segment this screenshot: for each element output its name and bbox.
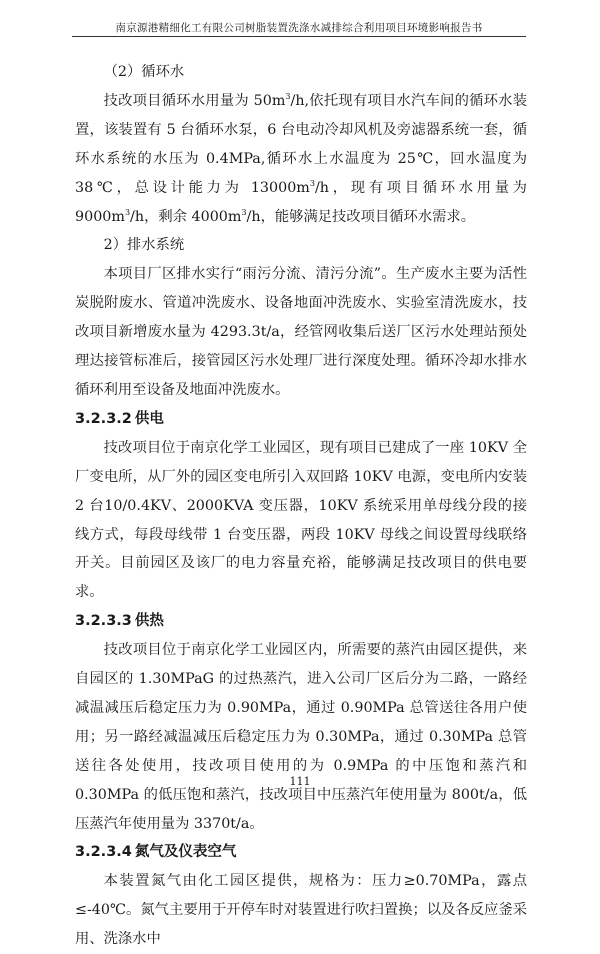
section-heading-heat (75, 607, 527, 636)
section-number: 3.2.3.2 (75, 410, 132, 427)
section-number: 3.2.3.4 (75, 844, 132, 861)
section-title: 供电 (134, 410, 164, 427)
drainage-paragraph: 本项目厂区排水实行“雨污分流、清污分流”。生产废水主要为活性炭脱附废水、管道冲洗废水、设备地面冲洗废水、实验室清洗废水，技改项目新增废水量为 4293.3t/a，经管网收集后送厂区污水处理站预处理达接管标准后，接管园区污水处理厂进行深度处理。循环冷却水排水循环利用至设备及地面冲洗废水。 (75, 266, 527, 398)
section-title: 氮气及仪表空气 (134, 844, 237, 861)
nitrogen-paragraph: 本装置氮气由化工园区提供，规格为：压力≥0.70MPa，露点≤-40℃。氮气主要用于开停车时对装置进行吹扫置换；以及各反应釜采用、洗涤水中 (75, 873, 527, 948)
page-body (75, 58, 527, 954)
section-number: 3.2.3.3 (75, 613, 132, 630)
circulating-water-heading: （2）循环水 (103, 64, 185, 80)
section-heading-nitrogen (75, 838, 527, 867)
page-number: 111 (289, 775, 311, 788)
power-paragraph: 技改项目位于南京化学工业园区，现有项目已建成了一座 10KV 全厂变电所，从厂外的园区变电所引入双回路 10KV 电源，变电所内安装 2 台10/0.4KV、2000KVA 变压器，10KV 系统采用单母线分段的接线方式，每段母线带 1 台变压器，两段 10KV 母线之间设置母线联络开关。目前园区及该厂的电力容量充裕，能够满足技改项目的供电要求。 (75, 439, 527, 601)
heat-paragraph: 技改项目位于南京化学工业园区内，所需要的蒸汽由园区提供，来自园区的 1.30MPaG 的过热蒸汽，进入公司厂区后分为二路，一路经减温减压后稳定压力为 0.90MPa，通过 0.90MPa 总管送往各用户使用；另一路经减温减压后稳定压力为 0.30MPa，通过 0.30MPa 总管送往各处使用，技改项目使用的为 0.9MPa 的中压饱和蒸汽和 0.30MPa 的低压饱和蒸汽，技改项目中压蒸汽年使用量为 800t/a，低压蒸汽年使用量为 3370t/a。 (75, 642, 527, 832)
section-heading-power (75, 405, 527, 434)
header-rule (72, 36, 526, 37)
running-header: 南京源港精细化工有限公司树脂装置洗涤水减排综合利用项目环境影响报告书 (115, 22, 483, 34)
drainage-heading: 2）排水系统 (103, 237, 185, 254)
circulating-water-paragraph: 技改项目循环水用量为 $50m^3/h$,依托现有项目水汽车间的循环水装置，该装置有 5 台循环水泵，6 台电动冷却风机及旁滤器系统一套，循环水系统的水压为 0.4MPa,循环水上水温度为 25℃，回水温度为 38℃，总设计能力为 $13000m^3/h$，现有项目循环水用量为 $9000m^3/h$，剩余 $4000m^3/h$，能够满足技改项目循环水需求。 (75, 92, 527, 225)
section-title: 供热 (134, 613, 164, 630)
